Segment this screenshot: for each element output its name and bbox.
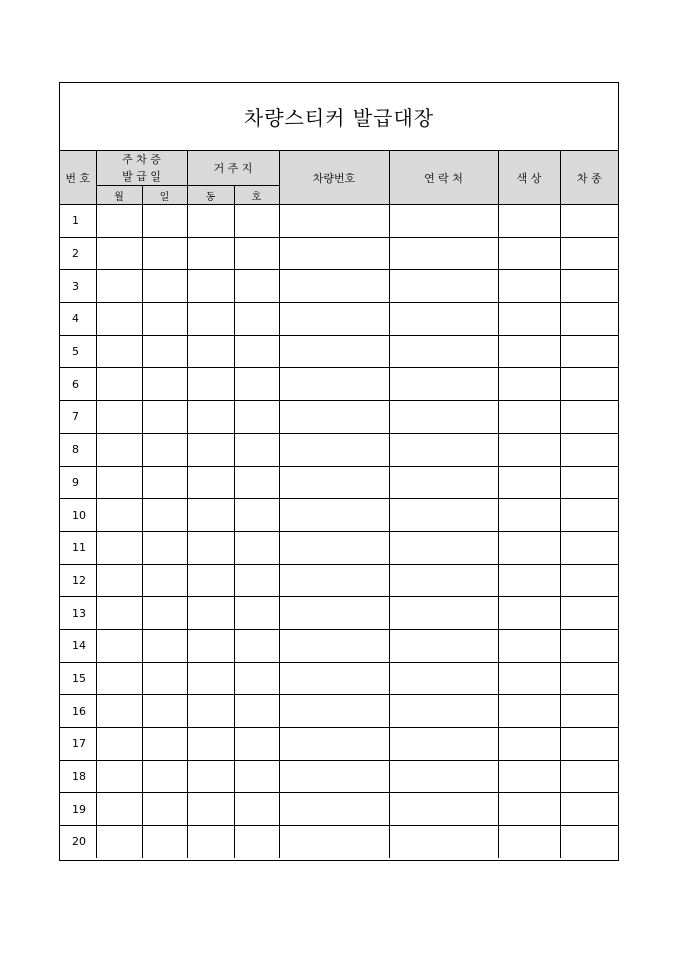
unit-cell[interactable] [234,237,279,270]
building-cell[interactable] [187,695,234,728]
row-number: 17 [60,728,96,761]
unit-cell[interactable] [234,205,279,238]
color-cell[interactable] [498,695,560,728]
plate-cell[interactable] [279,237,389,270]
month-cell[interactable] [96,695,142,728]
plate-cell[interactable] [279,793,389,826]
header-permit-line1: 주 차 증 [122,153,161,166]
color-cell[interactable] [498,728,560,761]
month-cell[interactable] [96,368,142,401]
day-cell[interactable] [142,303,187,336]
table-row [60,826,618,858]
model-cell[interactable] [560,205,618,238]
building-cell[interactable] [187,303,234,336]
day-cell[interactable] [142,368,187,401]
model-cell[interactable] [560,499,618,532]
plate-cell[interactable] [279,531,389,564]
row-number: 18 [60,760,96,793]
unit-cell[interactable] [234,629,279,662]
unit-cell[interactable] [234,564,279,597]
model-cell[interactable] [560,629,618,662]
month-cell[interactable] [96,466,142,499]
table-row [60,662,618,695]
day-cell[interactable] [142,531,187,564]
contact-cell[interactable] [389,597,498,630]
header-building: 동 [187,186,234,205]
header-plate-number: 차량번호 [279,151,389,205]
model-cell[interactable] [560,401,618,434]
unit-cell[interactable] [234,728,279,761]
day-cell[interactable] [142,760,187,793]
row-number: 15 [60,662,96,695]
building-cell[interactable] [187,662,234,695]
model-cell[interactable] [560,433,618,466]
day-cell[interactable] [142,433,187,466]
contact-cell[interactable] [389,760,498,793]
header-car-model: 차 종 [560,151,618,205]
contact-cell[interactable] [389,564,498,597]
month-cell[interactable] [96,531,142,564]
table-row [60,793,618,826]
model-cell[interactable] [560,466,618,499]
model-cell[interactable] [560,303,618,336]
table-row [60,237,618,270]
table-row [60,629,618,662]
unit-cell[interactable] [234,368,279,401]
row-number: 7 [60,401,96,434]
month-cell[interactable] [96,662,142,695]
building-cell[interactable] [187,531,234,564]
building-cell[interactable] [187,401,234,434]
building-cell[interactable] [187,270,234,303]
table-row [60,303,618,336]
model-cell[interactable] [560,826,618,858]
header-number: 번 호 [60,151,96,205]
day-cell[interactable] [142,597,187,630]
building-cell[interactable] [187,564,234,597]
row-number: 5 [60,335,96,368]
unit-cell[interactable] [234,826,279,858]
day-cell[interactable] [142,695,187,728]
table-row [60,466,618,499]
table-row [60,205,618,238]
color-cell[interactable] [498,335,560,368]
color-cell[interactable] [498,303,560,336]
row-number: 13 [60,597,96,630]
building-cell[interactable] [187,597,234,630]
plate-cell[interactable] [279,205,389,238]
plate-cell[interactable] [279,270,389,303]
building-cell[interactable] [187,205,234,238]
table-row [60,531,618,564]
header-contact: 연 락 처 [389,151,498,205]
row-number: 12 [60,564,96,597]
day-cell[interactable] [142,237,187,270]
contact-cell[interactable] [389,205,498,238]
contact-cell[interactable] [389,401,498,434]
contact-cell[interactable] [389,826,498,858]
plate-cell[interactable] [279,564,389,597]
building-cell[interactable] [187,335,234,368]
month-cell[interactable] [96,335,142,368]
row-number: 6 [60,368,96,401]
row-number: 9 [60,466,96,499]
contact-cell[interactable] [389,695,498,728]
color-cell[interactable] [498,466,560,499]
plate-cell[interactable] [279,303,389,336]
month-cell[interactable] [96,303,142,336]
header-permit-line2: 발 급 일 [122,170,161,183]
plate-cell[interactable] [279,335,389,368]
building-cell[interactable] [187,237,234,270]
table-row [60,597,618,630]
unit-cell[interactable] [234,695,279,728]
unit-cell[interactable] [234,793,279,826]
unit-cell[interactable] [234,597,279,630]
table-row [60,499,618,532]
table-row [60,270,618,303]
contact-cell[interactable] [389,335,498,368]
header-month: 월 [96,186,142,205]
plate-cell[interactable] [279,466,389,499]
contact-cell[interactable] [389,237,498,270]
day-cell[interactable] [142,335,187,368]
model-cell[interactable] [560,335,618,368]
contact-cell[interactable] [389,368,498,401]
plate-cell[interactable] [279,499,389,532]
month-cell[interactable] [96,205,142,238]
contact-cell[interactable] [389,499,498,532]
month-cell[interactable] [96,270,142,303]
month-cell[interactable] [96,499,142,532]
unit-cell[interactable] [234,662,279,695]
model-cell[interactable] [560,793,618,826]
table-row [60,760,618,793]
month-cell[interactable] [96,597,142,630]
row-number: 3 [60,270,96,303]
day-cell[interactable] [142,270,187,303]
plate-cell[interactable] [279,629,389,662]
register-rows [60,205,618,858]
building-cell[interactable] [187,728,234,761]
row-number: 14 [60,629,96,662]
plate-cell[interactable] [279,695,389,728]
color-cell[interactable] [498,237,560,270]
row-number: 8 [60,433,96,466]
plate-cell[interactable] [279,728,389,761]
header-unit: 호 [234,186,279,205]
contact-cell[interactable] [389,531,498,564]
contact-cell[interactable] [389,728,498,761]
building-cell[interactable] [187,433,234,466]
month-cell[interactable] [96,728,142,761]
month-cell[interactable] [96,826,142,858]
color-cell[interactable] [498,597,560,630]
unit-cell[interactable] [234,499,279,532]
model-cell[interactable] [560,531,618,564]
color-cell[interactable] [498,564,560,597]
row-number: 19 [60,793,96,826]
row-number: 4 [60,303,96,336]
contact-cell[interactable] [389,433,498,466]
unit-cell[interactable] [234,760,279,793]
color-cell[interactable] [498,826,560,858]
header-day: 일 [142,186,187,205]
contact-cell[interactable] [389,466,498,499]
plate-cell[interactable] [279,662,389,695]
table-row [60,564,618,597]
contact-cell[interactable] [389,303,498,336]
color-cell[interactable] [498,433,560,466]
header-permit-issue-date [96,151,187,186]
register-table [60,151,618,858]
plate-cell[interactable] [279,433,389,466]
plate-cell[interactable] [279,760,389,793]
header-residence: 거 주 지 [187,151,279,186]
month-cell[interactable] [96,401,142,434]
unit-cell[interactable] [234,335,279,368]
document-title: 차량스티커 발급대장 [243,106,435,130]
month-cell[interactable] [96,629,142,662]
row-number: 20 [60,826,96,858]
row-number: 2 [60,237,96,270]
model-cell[interactable] [560,695,618,728]
color-cell[interactable] [498,662,560,695]
row-number: 10 [60,499,96,532]
row-number: 16 [60,695,96,728]
building-cell[interactable] [187,826,234,858]
building-cell[interactable] [187,629,234,662]
day-cell[interactable] [142,826,187,858]
day-cell[interactable] [142,564,187,597]
plate-cell[interactable] [279,597,389,630]
row-number: 11 [60,531,96,564]
table-row [60,368,618,401]
plate-cell[interactable] [279,368,389,401]
color-cell[interactable] [498,270,560,303]
color-cell[interactable] [498,401,560,434]
unit-cell[interactable] [234,401,279,434]
month-cell[interactable] [96,760,142,793]
plate-cell[interactable] [279,401,389,434]
unit-cell[interactable] [234,270,279,303]
model-cell[interactable] [560,237,618,270]
model-cell[interactable] [560,270,618,303]
color-cell[interactable] [498,499,560,532]
contact-cell[interactable] [389,662,498,695]
day-cell[interactable] [142,629,187,662]
contact-cell[interactable] [389,793,498,826]
row-number: 1 [60,205,96,238]
color-cell[interactable] [498,368,560,401]
building-cell[interactable] [187,466,234,499]
building-cell[interactable] [187,499,234,532]
table-row [60,695,618,728]
day-cell[interactable] [142,499,187,532]
unit-cell[interactable] [234,466,279,499]
header-color: 색 상 [498,151,560,205]
day-cell[interactable] [142,205,187,238]
table-row [60,433,618,466]
day-cell[interactable] [142,662,187,695]
table-row [60,728,618,761]
model-cell[interactable] [560,728,618,761]
unit-cell[interactable] [234,531,279,564]
unit-cell[interactable] [234,303,279,336]
month-cell[interactable] [96,433,142,466]
color-cell[interactable] [498,205,560,238]
register-sheet [59,82,619,861]
table-row [60,401,618,434]
contact-cell[interactable] [389,629,498,662]
model-cell[interactable] [560,662,618,695]
month-cell[interactable] [96,564,142,597]
month-cell[interactable] [96,237,142,270]
month-cell[interactable] [96,793,142,826]
table-row [60,335,618,368]
plate-cell[interactable] [279,826,389,858]
unit-cell[interactable] [234,433,279,466]
color-cell[interactable] [498,760,560,793]
contact-cell[interactable] [389,270,498,303]
color-cell[interactable] [498,629,560,662]
day-cell[interactable] [142,728,187,761]
title-bar [60,83,618,151]
building-cell[interactable] [187,760,234,793]
day-cell[interactable] [142,466,187,499]
color-cell[interactable] [498,793,560,826]
model-cell[interactable] [560,368,618,401]
model-cell[interactable] [560,597,618,630]
day-cell[interactable] [142,401,187,434]
building-cell[interactable] [187,368,234,401]
model-cell[interactable] [560,760,618,793]
color-cell[interactable] [498,531,560,564]
day-cell[interactable] [142,793,187,826]
model-cell[interactable] [560,564,618,597]
building-cell[interactable] [187,793,234,826]
